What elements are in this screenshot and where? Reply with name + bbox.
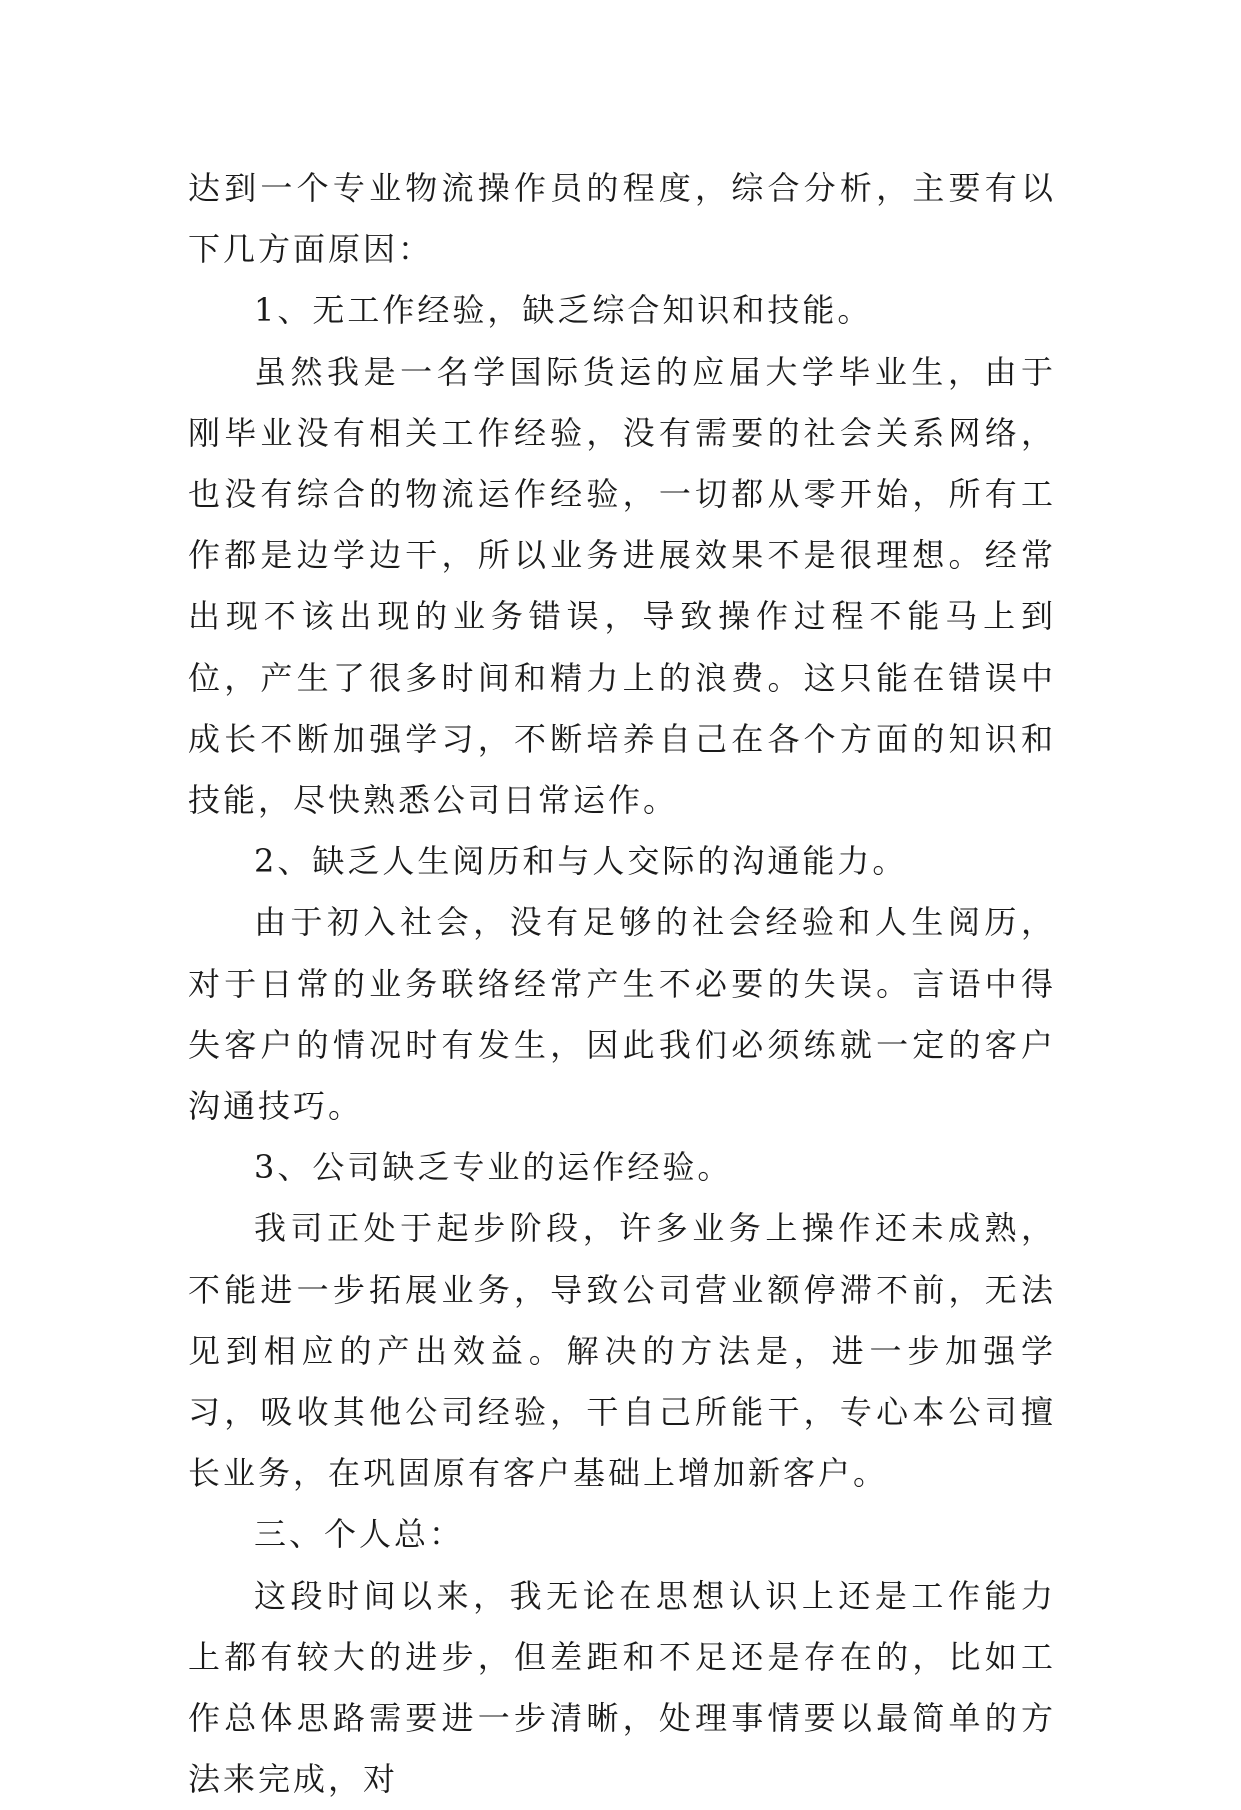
heading-reason-2: 2、缺乏人生阅历和与人交际的沟通能力。 [254,842,908,881]
paragraph-reason-2: 由于初入社会，没有足够的社会经验和人生阅历，对于日常的业务联络经常产生不必要的失误。言语中得失客户的情况时有发生，因此我们必须练就一定的客户沟通技巧。 [188,903,1056,1126]
heading-reason-1: 1、无工作经验，缺乏综合知识和技能。 [254,291,873,330]
paragraph-reason-3: 我司正处于起步阶段，许多业务上操作还未成熟，不能进一步拓展业务，导致公司营业额停滞不前，无法见到相应的产出效益。解决的方法是，进一步加强学习，吸收其他公司经验，干自己所能干，专心本公司擅长业务，在巩固原有客户基础上增加新客户。 [188,1209,1056,1493]
paragraph-reason-1: 虽然我是一名学国际货运的应届大学毕业生，由于刚毕业没有相关工作经验，没有需要的社会关系网络，也没有综合的物流运作经验，一切都从零开始，所有工作都是边学边干，所以业务进展效果不是很理想。经常出现不该出现的业务错误，导致操作过程不能马上到位，产生了很多时间和精力上的浪费。这只能在错误中成长不断加强学习，不断培养自己在各个方面的知识和技能，尽快熟悉公司日常运作。 [188,352,1056,820]
heading-section-3: 三、个人总： [254,1515,465,1554]
document-body [188,158,1056,1810]
paragraph-summary: 这段时间以来，我无论在思想认识上还是工作能力上都有较大的进步，但差距和不足还是存在的，比如工作总体思路需要进一步清晰，处理事情要以最简单的方法来完成，对 [188,1576,1056,1799]
paragraph-causes-intro: 达到一个专业物流操作员的程度，综合分析，主要有以下几方面原因： [188,169,1056,269]
heading-reason-3: 3、公司缺乏专业的运作经验。 [254,1148,733,1187]
